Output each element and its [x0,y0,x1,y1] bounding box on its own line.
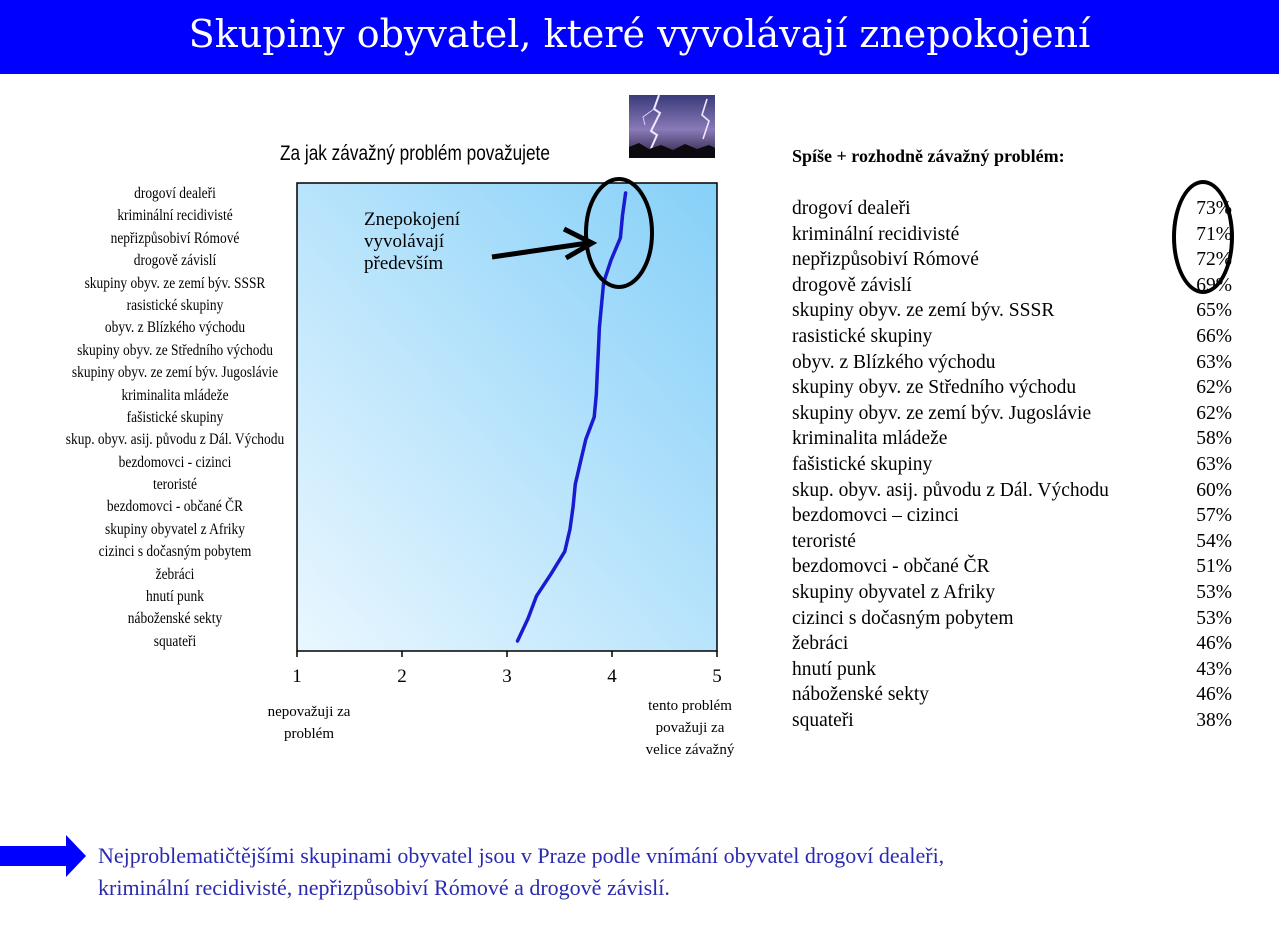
data-point [569,528,572,531]
summary-row-label: fašistické skupiny [792,453,933,475]
summary-row-label: skupiny obyv. ze zemí býv. Jugoslávie [792,402,1092,424]
annotation-line-1: Znepokojení [364,209,461,230]
category-label: squateři [153,632,197,650]
summary-row [792,452,1232,478]
x-tick-label: 3 [502,666,512,687]
summary-row-percent: 63% [1196,453,1232,475]
x-axis-label-high-1: tento problém [648,698,732,714]
summary-row [792,401,1232,427]
data-point [595,393,598,396]
x-tick-label: 5 [712,666,722,687]
summary-row [792,631,1232,657]
summary-row-label: bezdomovci – cizinci [792,505,959,527]
data-point [621,214,624,217]
data-point [563,550,566,553]
summary-row [792,222,1232,248]
summary-row [792,606,1232,632]
summary-row-label: kriminalita mládeže [792,428,948,450]
summary-row-percent: 57% [1196,505,1232,527]
summary-row-percent: 53% [1196,581,1232,603]
category-label: náboženské sekty [127,610,223,628]
summary-row [792,298,1232,324]
summary-row-percent: 66% [1196,325,1232,347]
summary-row [792,247,1232,273]
summary-row-label: skup. obyv. asij. původu z Dál. Východu [792,479,1109,501]
category-label: žebráci [155,565,195,583]
summary-row [792,350,1232,376]
summary-row-percent: 62% [1196,377,1232,399]
summary-row-percent: 46% [1196,633,1232,655]
x-axis [292,651,722,687]
data-point [624,192,627,195]
chart-title: Za jak závažný problém považujete [280,142,550,165]
summary-row-percent: 51% [1196,556,1232,578]
category-label: drogoví dealeři [134,185,216,202]
category-label: skup. obyv. asij. původu z Dál. Východu [65,431,285,449]
category-label: skupiny obyvatel z Afriky [105,520,245,538]
summary-list [792,196,1232,733]
x-axis-label-high-3: velice závažný [645,742,735,758]
x-axis-label-high-2: považuji za [655,720,725,736]
summary-row-percent: 43% [1196,658,1232,680]
summary-row-label: cizinci s dočasným pobytem [792,607,1014,629]
category-label: kriminální recidivisté [117,207,233,225]
summary-row [792,503,1232,529]
category-label: hnutí punk [146,588,204,606]
summary-row [792,324,1232,350]
data-point [597,348,600,351]
data-point [584,438,587,441]
conclusion-line-1: Nejproblematičtějšími skupinami obyvatel jsou v Praze podle vnímání obyvatel drogoví dealeři, [98,843,945,868]
summary-row-percent: 65% [1196,300,1232,322]
x-axis-label-low-2: problém [284,726,334,742]
data-point [572,505,575,508]
summary-row-label: skupiny obyv. ze zemí býv. SSSR [792,300,1055,322]
summary-row-label: skupiny obyv. ze Středního východu [792,377,1077,399]
summary-row-percent: 58% [1196,428,1232,450]
page-title: Skupiny obyvatel, které vyvolávají znepokojení [188,12,1091,56]
summary-row-label: žebráci [792,633,849,655]
summary-row-percent: 69% [1196,274,1232,296]
summary-row [792,657,1232,683]
data-point [600,304,603,307]
summary-row-percent: 54% [1196,530,1232,552]
summary-row-label: drogoví dealeři [792,198,911,219]
data-point [593,416,596,419]
category-label: rasistické skupiny [126,296,224,314]
conclusion-line-2: kriminální recidivisté, nepřizpůsobiví Rómové a drogově závislí. [98,875,670,900]
data-point [550,572,553,575]
category-label: nepřizpůsobiví Rómové [110,229,240,247]
data-point [596,371,599,374]
summary-row-label: nepřizpůsobiví Rómové [792,249,979,271]
x-axis-label-low-1: nepovažuji za [267,704,351,720]
x-tick-label: 4 [607,666,617,687]
data-point [609,259,612,262]
chart-annotation [364,209,460,275]
category-label: skupiny obyv. ze Středního východu [77,341,273,359]
summary-row [792,708,1232,734]
summary-row [792,554,1232,580]
summary-row-percent: 72% [1196,249,1232,271]
summary-row [792,196,1232,222]
summary-row-percent: 71% [1196,223,1232,245]
data-point [535,595,538,598]
data-point [598,326,601,329]
right-arrow-icon [0,835,86,877]
summary-row-percent: 60% [1196,479,1232,501]
summary-row-label: teroristé [792,530,856,552]
summary-row-percent: 73% [1196,198,1232,219]
summary-row-percent: 63% [1196,351,1232,373]
category-label: skupiny obyv. ze zemí býv. SSSR [84,274,266,292]
category-label: skupiny obyv. ze zemí býv. Jugoslávie [71,364,279,382]
data-point [579,460,582,463]
summary-row-label: squateři [792,709,854,731]
conclusion-text [98,840,1248,904]
summary-row [792,682,1232,708]
summary-row [792,375,1232,401]
category-label: obyv. z Blízkého východu [104,319,246,337]
category-label: bezdomovci - občané ČR [106,498,244,516]
summary-row-label: skupiny obyvatel z Afriky [792,581,996,603]
category-label: teroristé [152,476,198,494]
x-tick-label: 1 [292,666,302,687]
summary-row-percent: 53% [1196,607,1232,629]
summary-row-label: drogově závislí [792,274,912,296]
category-label: fašistické skupiny [126,408,224,426]
summary-highlight-oval [1172,180,1234,294]
summary-row-percent: 62% [1196,402,1232,424]
summary-row [792,478,1232,504]
summary-row-label: obyv. z Blízkého východu [792,351,996,373]
annotation-line-3: především [364,253,444,274]
summary-row-percent: 46% [1196,684,1232,706]
data-point [619,236,622,239]
summary-row [792,426,1232,452]
summary-row [792,580,1232,606]
x-tick-label: 2 [397,666,407,687]
summary-row-label: bezdomovci - občané ČR [792,556,990,578]
summary-row-label: náboženské sekty [792,684,929,706]
summary-row [792,273,1232,299]
summary-heading: Spíše + rozhodně závažný problém: [792,146,1065,166]
data-point [516,640,519,643]
summary-row-percent: 38% [1196,709,1232,731]
category-label: cizinci s dočasným pobytem [98,543,252,561]
category-label: drogově závislí [133,252,217,270]
data-point [527,617,530,620]
data-point [574,483,577,486]
category-label: bezdomovci - cizinci [118,453,232,471]
summary-row-label: kriminální recidivisté [792,223,960,245]
annotation-line-2: vyvolávají [364,231,445,252]
summary-row [792,529,1232,555]
category-label: kriminalita mládeže [121,386,229,404]
summary-row-label: hnutí punk [792,658,876,680]
summary-row-label: rasistické skupiny [792,325,933,347]
